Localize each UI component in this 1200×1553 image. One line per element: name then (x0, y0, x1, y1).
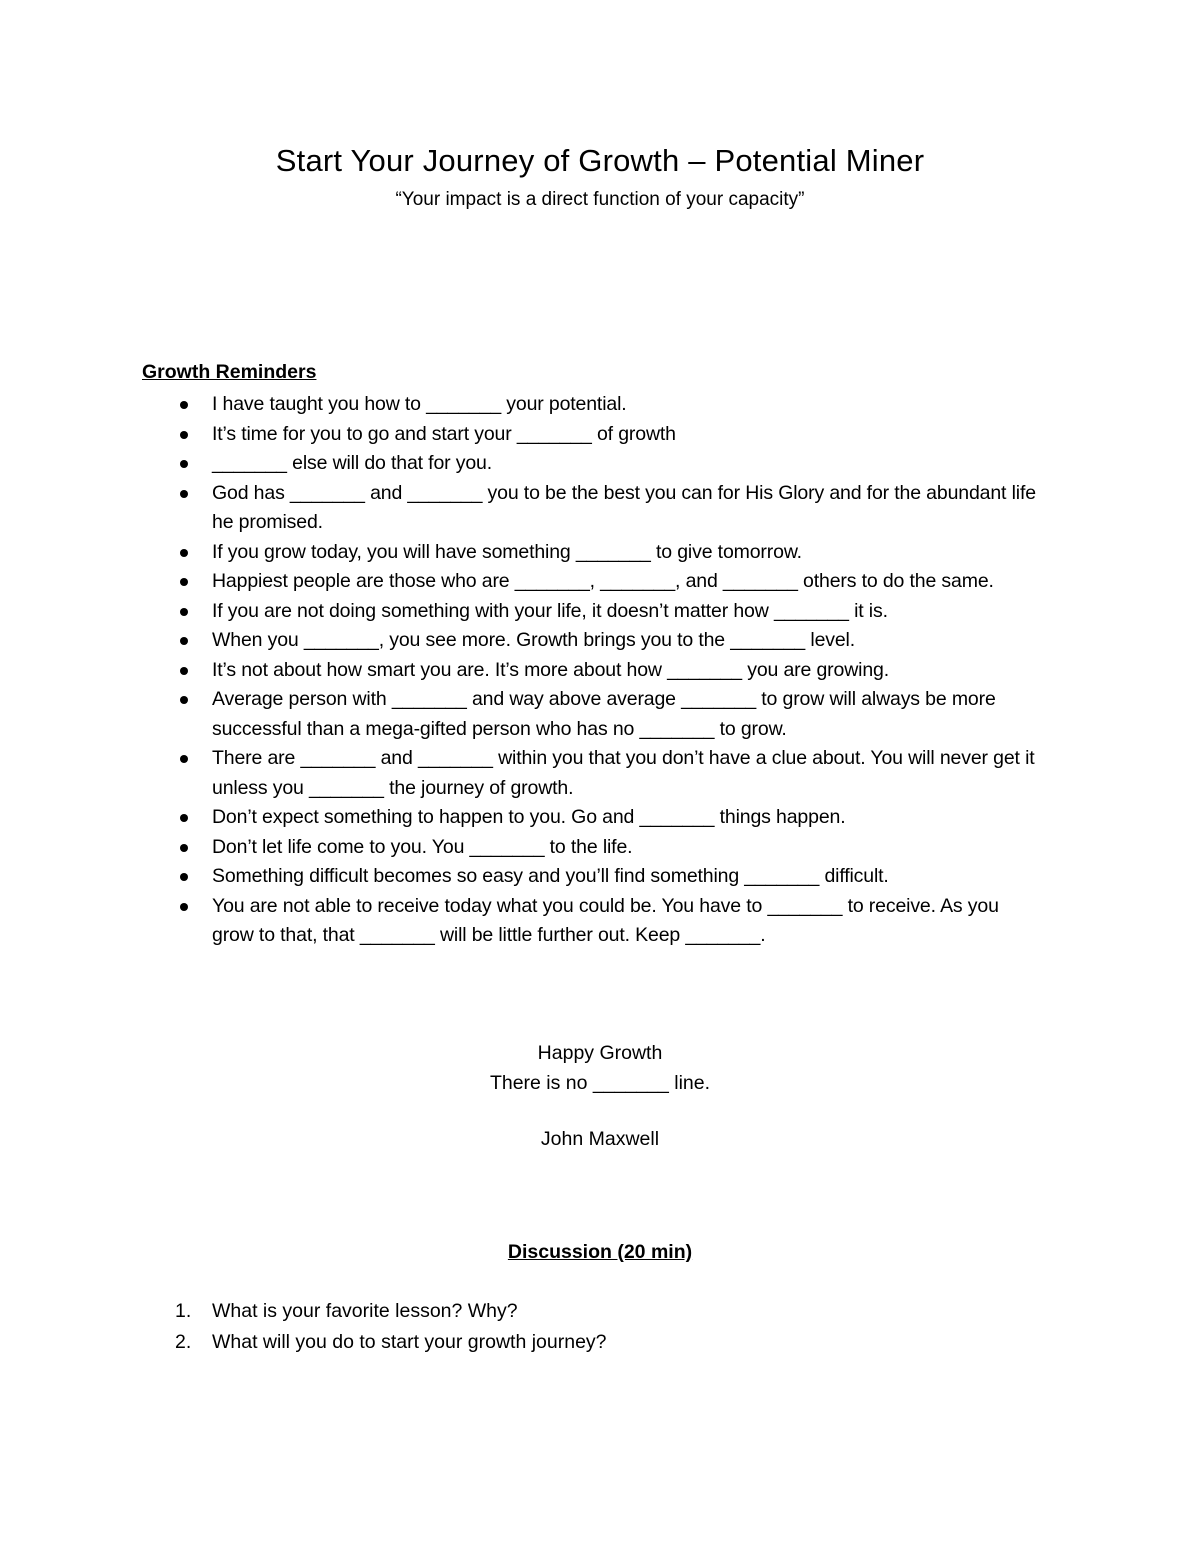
question-number: 2. (175, 1331, 192, 1353)
question-number: 1. (175, 1300, 192, 1322)
closing-line-finish: There is no _______ line. (489, 1071, 711, 1094)
list-item: If you are not doing something with your life, it doesn’t matter how _______ it is. (212, 597, 1042, 627)
list-item: It’s not about how smart you are. It’s more about how _______ you are growing. (212, 656, 1042, 686)
list-item (175, 1296, 1042, 1327)
list-item: Average person with _______ and way above average _______ to grow will always be more successful than a mega-gifted person who has no _______ to grow. (212, 685, 1042, 744)
list-item (175, 1327, 1042, 1358)
document-title: Start Your Journey of Growth – Potential Miner (275, 143, 925, 178)
growth-reminders-list (212, 390, 1042, 951)
list-item: It’s time for you to go and start your _______ of growth (212, 420, 1042, 450)
document-subtitle: “Your impact is a direct function of your capacity” (395, 189, 805, 210)
question-text: What will you do to start your growth journey? (212, 1331, 607, 1353)
list-item: You are not able to receive today what you could be. You have to _______ to receive. As you grow to that, that _______ will be little further out. Keep _______. (212, 892, 1042, 951)
list-item: There are _______ and _______ within you that you don’t have a clue about. You will never get it unless you _______ the journey of growth. (212, 744, 1042, 803)
list-item: _______ else will do that for you. (212, 449, 1042, 479)
list-item: If you grow today, you will have something _______ to give tomorrow. (212, 538, 1042, 568)
closing-block (0, 1039, 1200, 1155)
question-text: What is your favorite lesson? Why? (212, 1300, 518, 1322)
list-item: Happiest people are those who are _______, _______, and _______ others to do the same. (212, 567, 1042, 597)
list-item: Don’t let life come to you. You _______ to the life. (212, 833, 1042, 863)
list-item: I have taught you how to _______ your potential. (212, 390, 1042, 420)
closing-line-happy-growth: Happy Growth (537, 1042, 663, 1064)
list-item: Don’t expect something to happen to you. Go and _______ things happen. (212, 803, 1042, 833)
list-item: When you _______, you see more. Growth brings you to the _______ level. (212, 626, 1042, 656)
discussion-questions-list (175, 1296, 1042, 1358)
growth-reminders-heading: Growth Reminders (142, 361, 317, 383)
discussion-heading: Discussion (20 min) (507, 1241, 693, 1263)
list-item: God has _______ and _______ you to be the best you can for His Glory and for the abundant life he promised. (212, 479, 1042, 538)
list-item: Something difficult becomes so easy and you’ll find something _______ difficult. (212, 862, 1042, 892)
author-name: John Maxwell (540, 1128, 660, 1150)
